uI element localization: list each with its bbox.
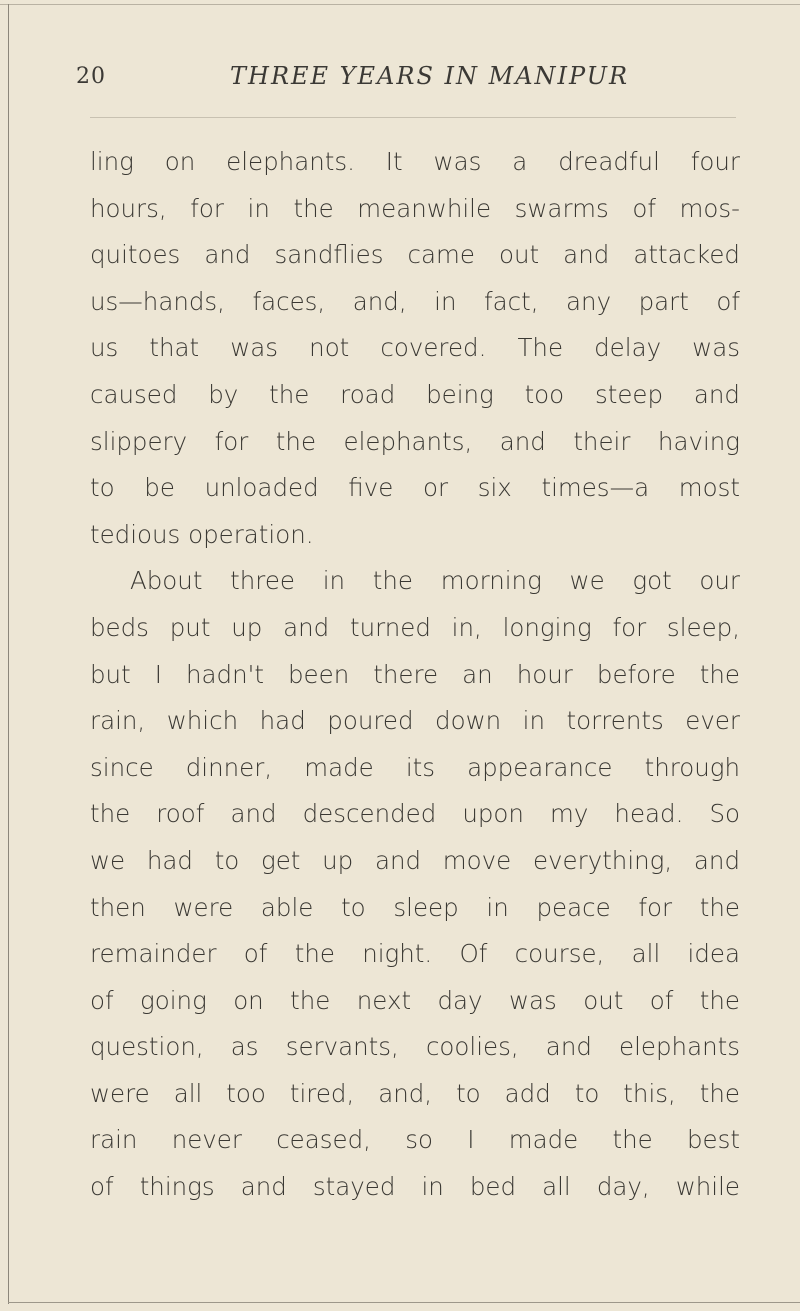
text-line: rain never ceased, so I made the best — [90, 1125, 740, 1155]
text-line: remainder of the night. Of course, all idea — [90, 939, 740, 969]
left-edge-line — [8, 4, 9, 1304]
text-line: tedious operation. — [90, 519, 314, 549]
text-line: About three in the morning we got our — [130, 566, 740, 596]
text-line: ling on elephants. It was a dreadful four — [90, 147, 740, 176]
text-line: were all too tired, and, to add to this, the — [90, 1078, 740, 1108]
text-line: hours, for in the meanwhile swarms of mos- — [90, 193, 740, 223]
text-line: but I hadn't been there an hour before the — [90, 659, 740, 689]
text-line: quitoes and sandflies came out and attacked — [90, 240, 740, 270]
text-line: us—hands, faces, and, in fact, any part of — [90, 286, 740, 316]
text-line: of things and stayed in bed all day, while — [90, 1172, 740, 1202]
bottom-edge-line — [8, 1302, 800, 1303]
text-line: since dinner, made its appearance through — [90, 752, 740, 782]
top-edge-line — [0, 4, 800, 5]
text-line: us that was not covered. The delay was — [90, 333, 740, 363]
page-header — [0, 60, 800, 100]
text-line: of going on the next day was out of the — [90, 985, 740, 1015]
text-line: we had to get up and move everything, and — [90, 845, 740, 875]
text-line: beds put up and turned in, longing for sleep, — [90, 612, 740, 642]
page-number: 20 — [76, 64, 106, 89]
text-line: caused by the road being too steep and — [90, 379, 740, 409]
text-line: slippery for the elephants, and their having — [90, 426, 740, 456]
text-line: the roof and descended upon my head. So — [90, 799, 740, 829]
body-text — [90, 146, 740, 1218]
text-line: to be unloaded five or six times—a most — [90, 473, 740, 503]
text-line: rain, which had poured down in torrents ever — [90, 706, 740, 736]
text-line: then were able to sleep in peace for the — [90, 892, 740, 922]
header-divider — [90, 117, 736, 118]
running-head: THREE YEARS IN MANIPUR — [230, 62, 630, 90]
text-line: question, as servants, coolies, and elephants — [90, 1032, 740, 1062]
